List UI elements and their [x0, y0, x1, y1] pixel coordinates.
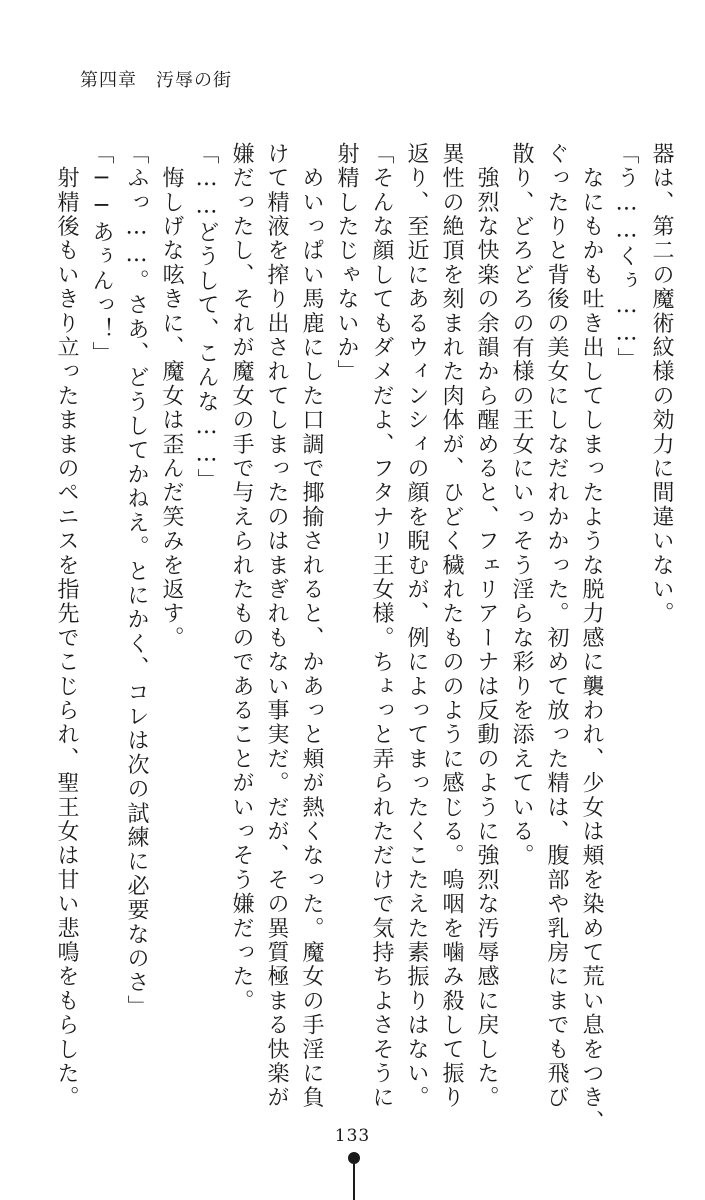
- text-line: けて精液を搾り出されてしまったのはまぎれもない事実だ。だが、その異質極まる快楽が: [264, 142, 289, 1110]
- text-line: 「……どうして、こんな……」: [194, 142, 219, 493]
- text-line: 散り、どろどろの有様の王女にいっそう淫らな彩りを添えている。: [509, 142, 534, 868]
- text-line: 器は、第二の魔術紋様の効力に間違いない。: [649, 142, 674, 626]
- text-line: 嫌だったし、それが魔女の手で与えられたものであることがいっそう嫌だった。: [229, 142, 254, 1014]
- page-marker-ornament: [347, 1152, 361, 1200]
- text-line: 強烈な快楽の余韻から醒めると、フェリアーナは反動のように強烈な汚辱感に戻した。: [474, 142, 499, 1110]
- text-line: 悔しげな呟きに、魔女は歪んだ笑みを返す。: [159, 142, 184, 651]
- text-line: なにもかも吐き出してしまったような脱力感に襲われ、少女は頬を染めて荒い息をつき、: [579, 142, 604, 1135]
- vertical-text-body: [49, 142, 679, 1135]
- text-line: ぐったりと背後の美女にしなだれかかった。初めて放った精は、腹部や乳房にまでも飛び: [544, 142, 569, 1110]
- text-line: 「ふっ……。さあ、どうしてかねえ。とにかく、コレは次の試練に必要なのさ」: [124, 142, 149, 1020]
- page-number: 133: [334, 1126, 371, 1146]
- text-line: 射精したじゃないか」: [334, 142, 359, 384]
- chapter-title: 第四章 汚辱の街: [80, 70, 232, 91]
- text-line: めいっぱい馬鹿にした口調で揶揄されると、かあっと頬が熱くなった。魔女の手淫に負: [299, 142, 324, 1110]
- text-line: 「そんな顔してもダメだよ、フタナリ王女様。ちょっと弄られただけで気持ちよさそうに: [369, 142, 394, 1110]
- text-line: 異性の絶頂を刻まれた肉体が、ひどく穢れたもののように感じる。嗚咽を噛み殺して振り: [439, 142, 464, 1110]
- text-line: 射精後もいきり立ったままのペニスを指先でこじられ、聖王女は甘い悲鳴をもらした。: [54, 142, 79, 1110]
- text-line: 返り、至近にあるウィンシィの顔を睨むが、例によってまったくこたえた素振りはない。: [404, 142, 429, 1110]
- text-line: 「う……くぅ……」: [614, 142, 639, 372]
- ornament-line: [353, 1164, 355, 1200]
- ornament-dot: [348, 1152, 360, 1164]
- text-line: 「──あぅんっ！」: [89, 142, 114, 366]
